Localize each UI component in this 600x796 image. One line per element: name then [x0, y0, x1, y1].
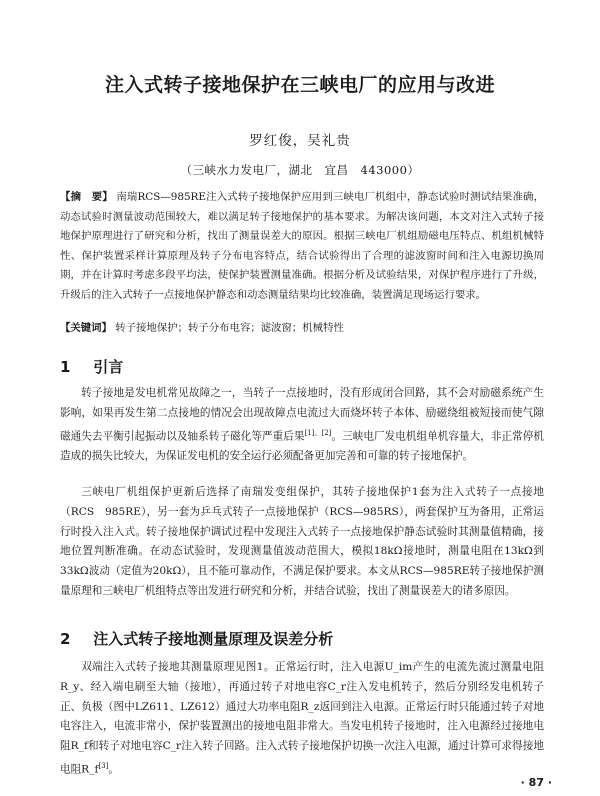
section-1-heading — [60, 356, 123, 377]
section-1-number: 1 — [60, 358, 71, 376]
section-2-number: 2 — [60, 630, 71, 648]
citation-ref: [3] — [98, 761, 109, 770]
paragraph-text-tail: 。三峡电厂发电机组单机容量大，非正常停机造成的损失比较大，为保证发电机的安全运行必须配备更加完善和可靠的转子接地保护。 — [60, 430, 545, 462]
paragraph-text: 转子接地是发电机常见故障之一，当转子一点接地时，没有形成闭合回路，其不会对励磁系统产生影响，如果再发生第二点接地的情况会出现故障点电流过大而烧坏转子本体、励磁绕组被短接而使气隙磁通失去平衡引起振动以及轴系转子磁化等严重后果 — [60, 387, 544, 443]
paragraph-text: 双端注入式转子接地其测量原理见图1。正常运行时，注入电源U_im产生的电流先流过测量电阻R_y、经入端电刷至大轴（接地），再通过转子对地电容C_r注入发电机转子，然后分别经发电机转子正、负极（图中LZ611、LZ612）通过大功率电阻R_z返回到注入电源。正常运行时只能通过转子对地电容注入，电流非常小，保护装置测出的接地电阻非常大。当发电机转子接地时，注入电源经过接地电阻R_f和转子对地电容C_r注入转子回路。注入式转子接地保护切换一次注入电源，通过计算可求得接地电阻R_f — [60, 661, 544, 776]
keywords-label: 【关键词】 — [60, 322, 112, 334]
paragraph-text-tail: 。 — [108, 763, 119, 776]
section-1-paragraph-1 — [60, 384, 544, 467]
citation-ref: [1]、[2] — [304, 428, 332, 437]
keywords-text: 转子接地保护；转子分布电容；滤波窗；机械特性 — [115, 322, 344, 334]
abstract-block — [60, 188, 544, 305]
paper-affiliation: （三峡水力发电厂，湖北 宜昌 443000） — [180, 163, 420, 177]
section-2-heading — [60, 628, 333, 649]
paper-authors: 罗红俊，吴礼贵 — [249, 133, 351, 149]
paper-title: 注入式转子接地保护在三峡电厂的应用与改进 — [104, 74, 495, 96]
abstract-label: 【摘 要】 — [60, 191, 113, 203]
abstract-text: 南瑞RCS—985RE注入式转子接地保护应用到三峡电厂机组中，静态试验时测试结果准确，动态试验时测量波动范围较大，难以满足转子接地保护的基本要求。为解决该问题，本文对注入式转子接地保护原理进行了研究和分析，找出了测量误差大的原因。根据三峡电厂机组励磁电压特点、机组机械特性、保护装置采样计算原理及转子分布电容特点，结合试验得出了合理的滤波窗时间和注入电源切换周期，并在计算时考虑多段平均法，使保护装置测量准确。根据分析及试验结果，对保护程序进行了升级，升级后的注入式转子一点接地保护静态和动态测量结果均比较准确，装置满足现场运行要求。 — [60, 191, 544, 301]
keywords-block — [60, 319, 544, 338]
section-2-paragraph-1 — [60, 658, 544, 780]
page-number: · 87 · — [520, 776, 552, 789]
section-1-title: 引言 — [93, 358, 124, 376]
section-2-title: 注入式转子接地测量原理及误差分析 — [93, 630, 334, 648]
section-1-paragraph-2: 三峡电厂机组保护更新后选择了南瑞发变组保护，其转子接地保护1套为注入式转子一点接地（RCS 985RE），另一套为乒乓式转子一点接地保护（RCS—985RS），两套保护互为备用，正常运行时投入注入式。转子接地保护调试过程中发现注入式转子一点接地保护静态试验时其测量值精确，接地位置判断准确。在动态试验时，发现测量值波动范围大，模拟18kΩ接地时，测量电阻在13kΩ到33kΩ波动（定值为20kΩ），且不能可靠动作，不满足保护要求。本文从RCS—985RE转子接地保护测量原理和三峡电厂机组特点等出发进行研究和分析，并结合试验，找出了测量误差大的诸多原因。 — [60, 486, 544, 597]
